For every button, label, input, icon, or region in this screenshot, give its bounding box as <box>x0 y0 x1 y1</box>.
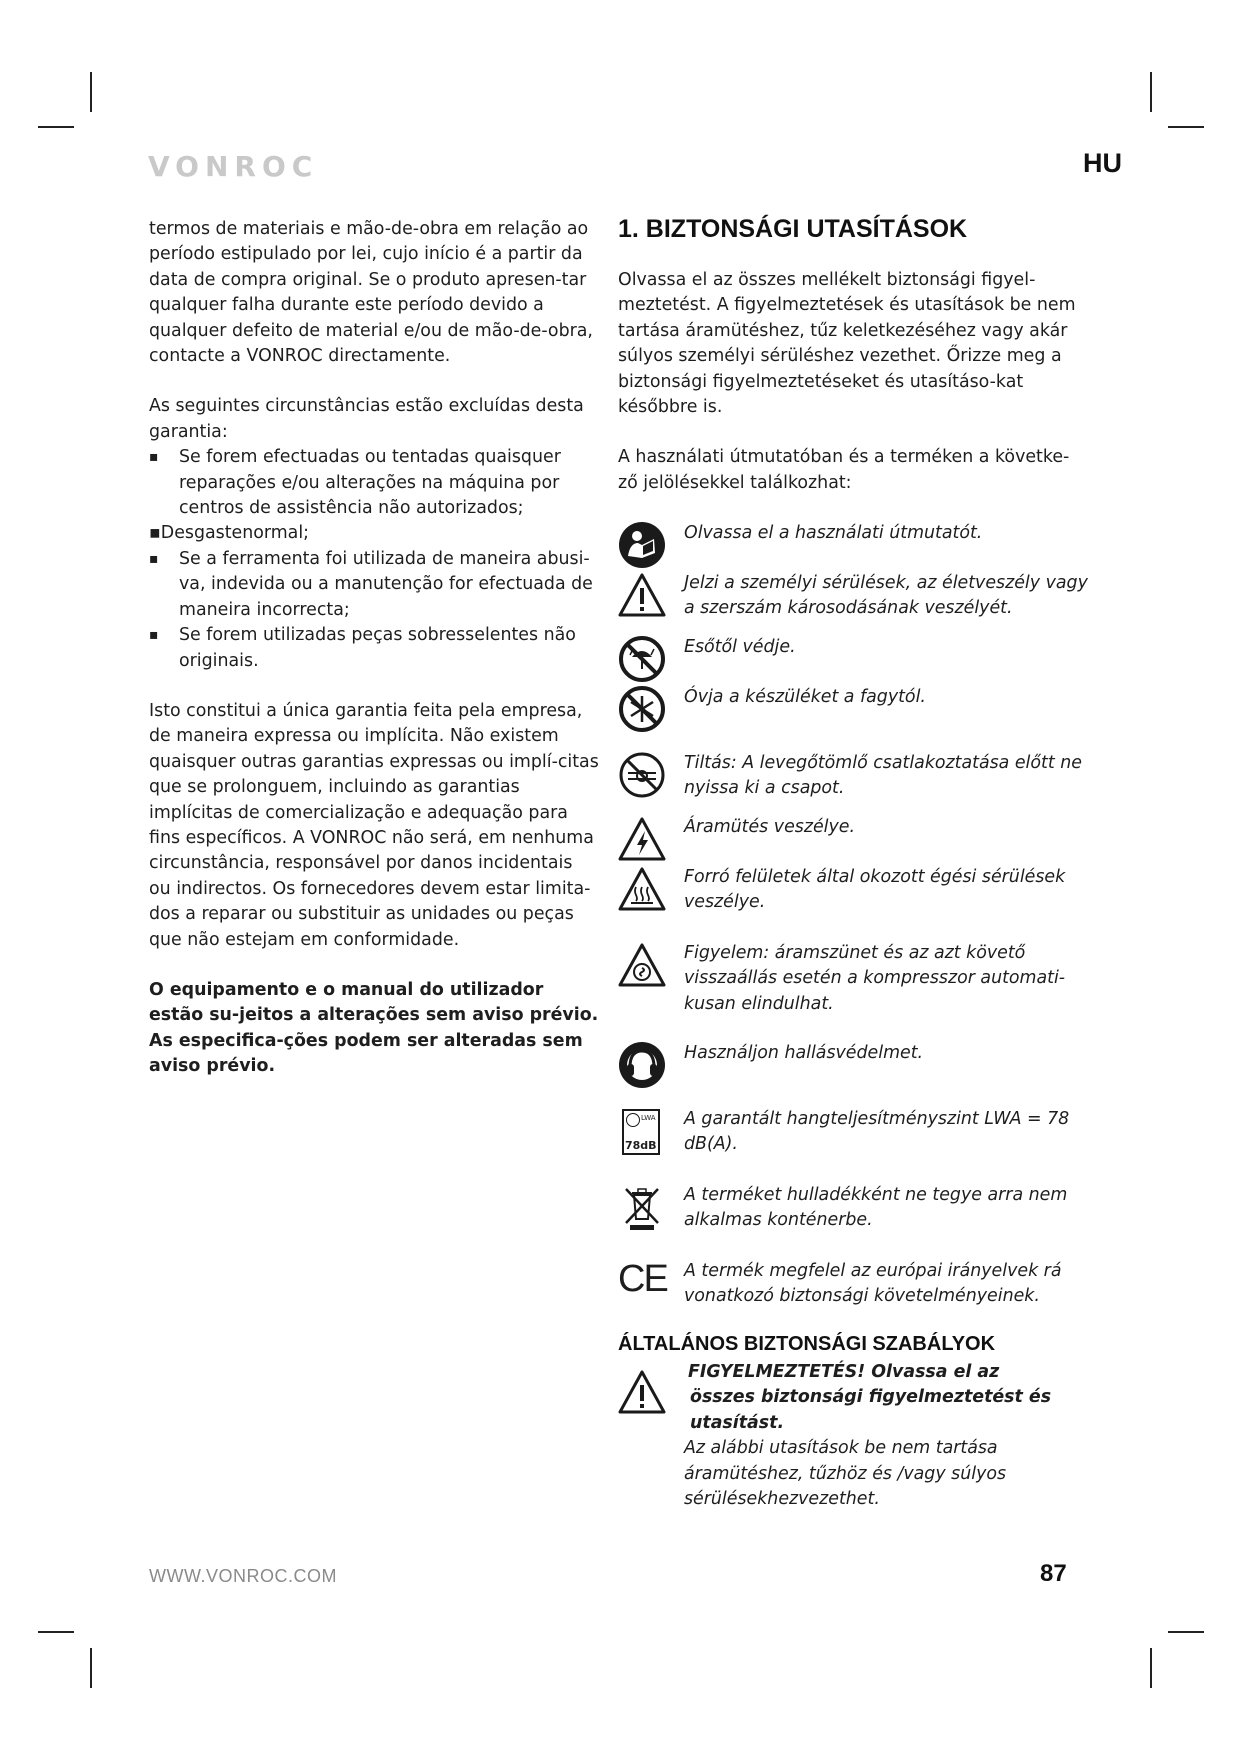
sound-badge-label: LWA <box>641 1114 656 1122</box>
right-column <box>618 212 1078 496</box>
crop-mark <box>38 126 74 128</box>
symbol-text: Tiltás: A levegőtömlő csatlakoztatása előtt ne nyissa ki a csapot. <box>684 753 1082 799</box>
crop-mark <box>90 72 92 112</box>
page-number: 87 <box>1040 1560 1067 1587</box>
general-safety-section <box>618 1331 1088 1357</box>
warning-icon <box>618 571 666 619</box>
general-safety-heading: ÁLTALÁNOS BIZTONSÁGI SZABÁLYOK <box>618 1333 996 1355</box>
symbol-text: Jelzi a személyi sérülések, az életveszély vagy a szerszám károsodásának veszélyét. <box>684 573 1088 619</box>
symbol-text: Forró felületek által okozott égési sérülések veszélye. <box>684 867 1066 913</box>
general-warning-bold: FIGYELMEZTETÉS! Olvassa el az összes biztonsági figyelmeztetést és utasítást. <box>688 1362 1052 1433</box>
sound-badge-value: 78dB <box>625 1139 657 1152</box>
auto-start-icon <box>618 941 666 989</box>
warranty-disclaimer: Isto constitui a única garantia feita pela empresa, de maneira expressa ou implícita. Não existem quaisquer outras garantias expressas ou implí-citas que se prolonguem, incluindo as garantias implícitas de comercialização e adequação para fins específicos. A VONROC não será, em nenhuma circunstância, responsável por danos incidentais ou indirectos. Os fornecedores devem estar limita-dos a reparar ou substituir as unidades ou peças que não estejam em conformidade. <box>149 700 599 950</box>
no-open-valve-icon <box>618 751 666 799</box>
warranty-paragraph: termos de materiais e mão-de-obra em relação ao período estipulado por lei, cujo início é a partir da data de compra original. Se o produto apresen-tar qualquer falha durante este período devido a qualquer defeito de material e/ou de mão-de-obra, contacte a VONROC directamente. <box>149 219 593 367</box>
weee-bin-icon <box>618 1183 666 1231</box>
crop-mark <box>1168 1631 1204 1633</box>
exclusion-item: ▪ Se forem efectuadas ou tentadas quaisquer reparações e/ou alterações na máquina por centros de assistência não autorizados; <box>149 445 599 521</box>
crop-mark <box>90 1648 92 1688</box>
footer-url: WWW.VONROC.COM <box>149 1566 337 1586</box>
symbol-text: Esőtől védje. <box>684 637 796 657</box>
hearing-protection-icon <box>618 1041 666 1089</box>
symbol-text: A garantált hangteljesítményszint LWA = 78 dB(A). <box>684 1109 1070 1155</box>
symbol-text: Olvassa el a használati útmutatót. <box>684 523 983 543</box>
sound-power-icon <box>622 1109 660 1155</box>
exclusion-item: ▪ Se a ferramenta foi utilizada de maneira abusi-va, indevida ou a manutenção for efectuada de maneira incorrecta; <box>149 547 599 623</box>
exclusion-item: ▪Desgastenormal; <box>149 523 310 544</box>
warning-icon <box>618 1368 666 1416</box>
symbol-text: A termék megfelel az európai irányelvek rá vonatkozó biztonsági követelményeinek. <box>684 1261 1062 1307</box>
symbol-text: Figyelem: áramszünet és az azt követő visszaállás esetén a kompresszor automati-kusan elindulhat. <box>684 943 1066 1014</box>
exclusion-item: ▪ Se forem utilizadas peças sobresselentes não originais. <box>149 623 599 674</box>
read-manual-icon <box>618 521 666 569</box>
section-heading: 1. BIZTONSÁGI UTASÍTÁSOK <box>618 215 968 243</box>
protect-from-rain-icon <box>618 635 666 683</box>
crop-mark <box>1150 72 1152 112</box>
protect-from-frost-icon <box>618 685 666 733</box>
language-code: HU <box>1083 148 1122 178</box>
exclusions-intro: As seguintes circunstâncias estão excluídas desta garantia: <box>149 396 584 442</box>
symbol-text: Használjon hallásvédelmet. <box>684 1043 924 1063</box>
symbols-intro: A használati útmutatóban és a terméken a követke-ző jelölésekkel találkozhat: <box>618 447 1070 493</box>
change-notice: O equipamento e o manual do utilizador estão su-jeitos a alterações sem aviso prévio. As especifica-ções podem ser alteradas sem aviso prévio. <box>149 979 599 1077</box>
brand-logo: VONROC <box>148 150 319 183</box>
ce-mark-icon: CE <box>618 1258 667 1300</box>
electric-shock-icon <box>618 815 666 863</box>
left-column <box>149 217 599 1080</box>
crop-mark <box>38 1631 74 1633</box>
crop-mark <box>1150 1648 1152 1688</box>
symbol-text: Óvja a készüléket a fagytól. <box>684 687 926 707</box>
hot-surface-icon <box>618 865 666 913</box>
general-warning-text: Az alábbi utasítások be nem tartása áramütéshez, tűzhöz és /vagy súlyos sérülésekhezvezethet. <box>684 1438 1007 1510</box>
crop-mark <box>1168 126 1204 128</box>
safety-intro: Olvassa el az összes mellékelt biztonsági figyel-meztetést. A figyelmeztetések és utasítások be nem tartása áramütéshez, tűz keletkezéséhez vagy akár súlyos személyi sérüléshez vezethet. Őrizze meg a biztonsági figyelmeztetéseket és utasításo-kat későbbre is. <box>618 270 1076 418</box>
symbol-text: A terméket hulladékként ne tegye arra nem alkalmas konténerbe. <box>684 1185 1068 1231</box>
symbol-text: Áramütés veszélye. <box>684 817 856 837</box>
